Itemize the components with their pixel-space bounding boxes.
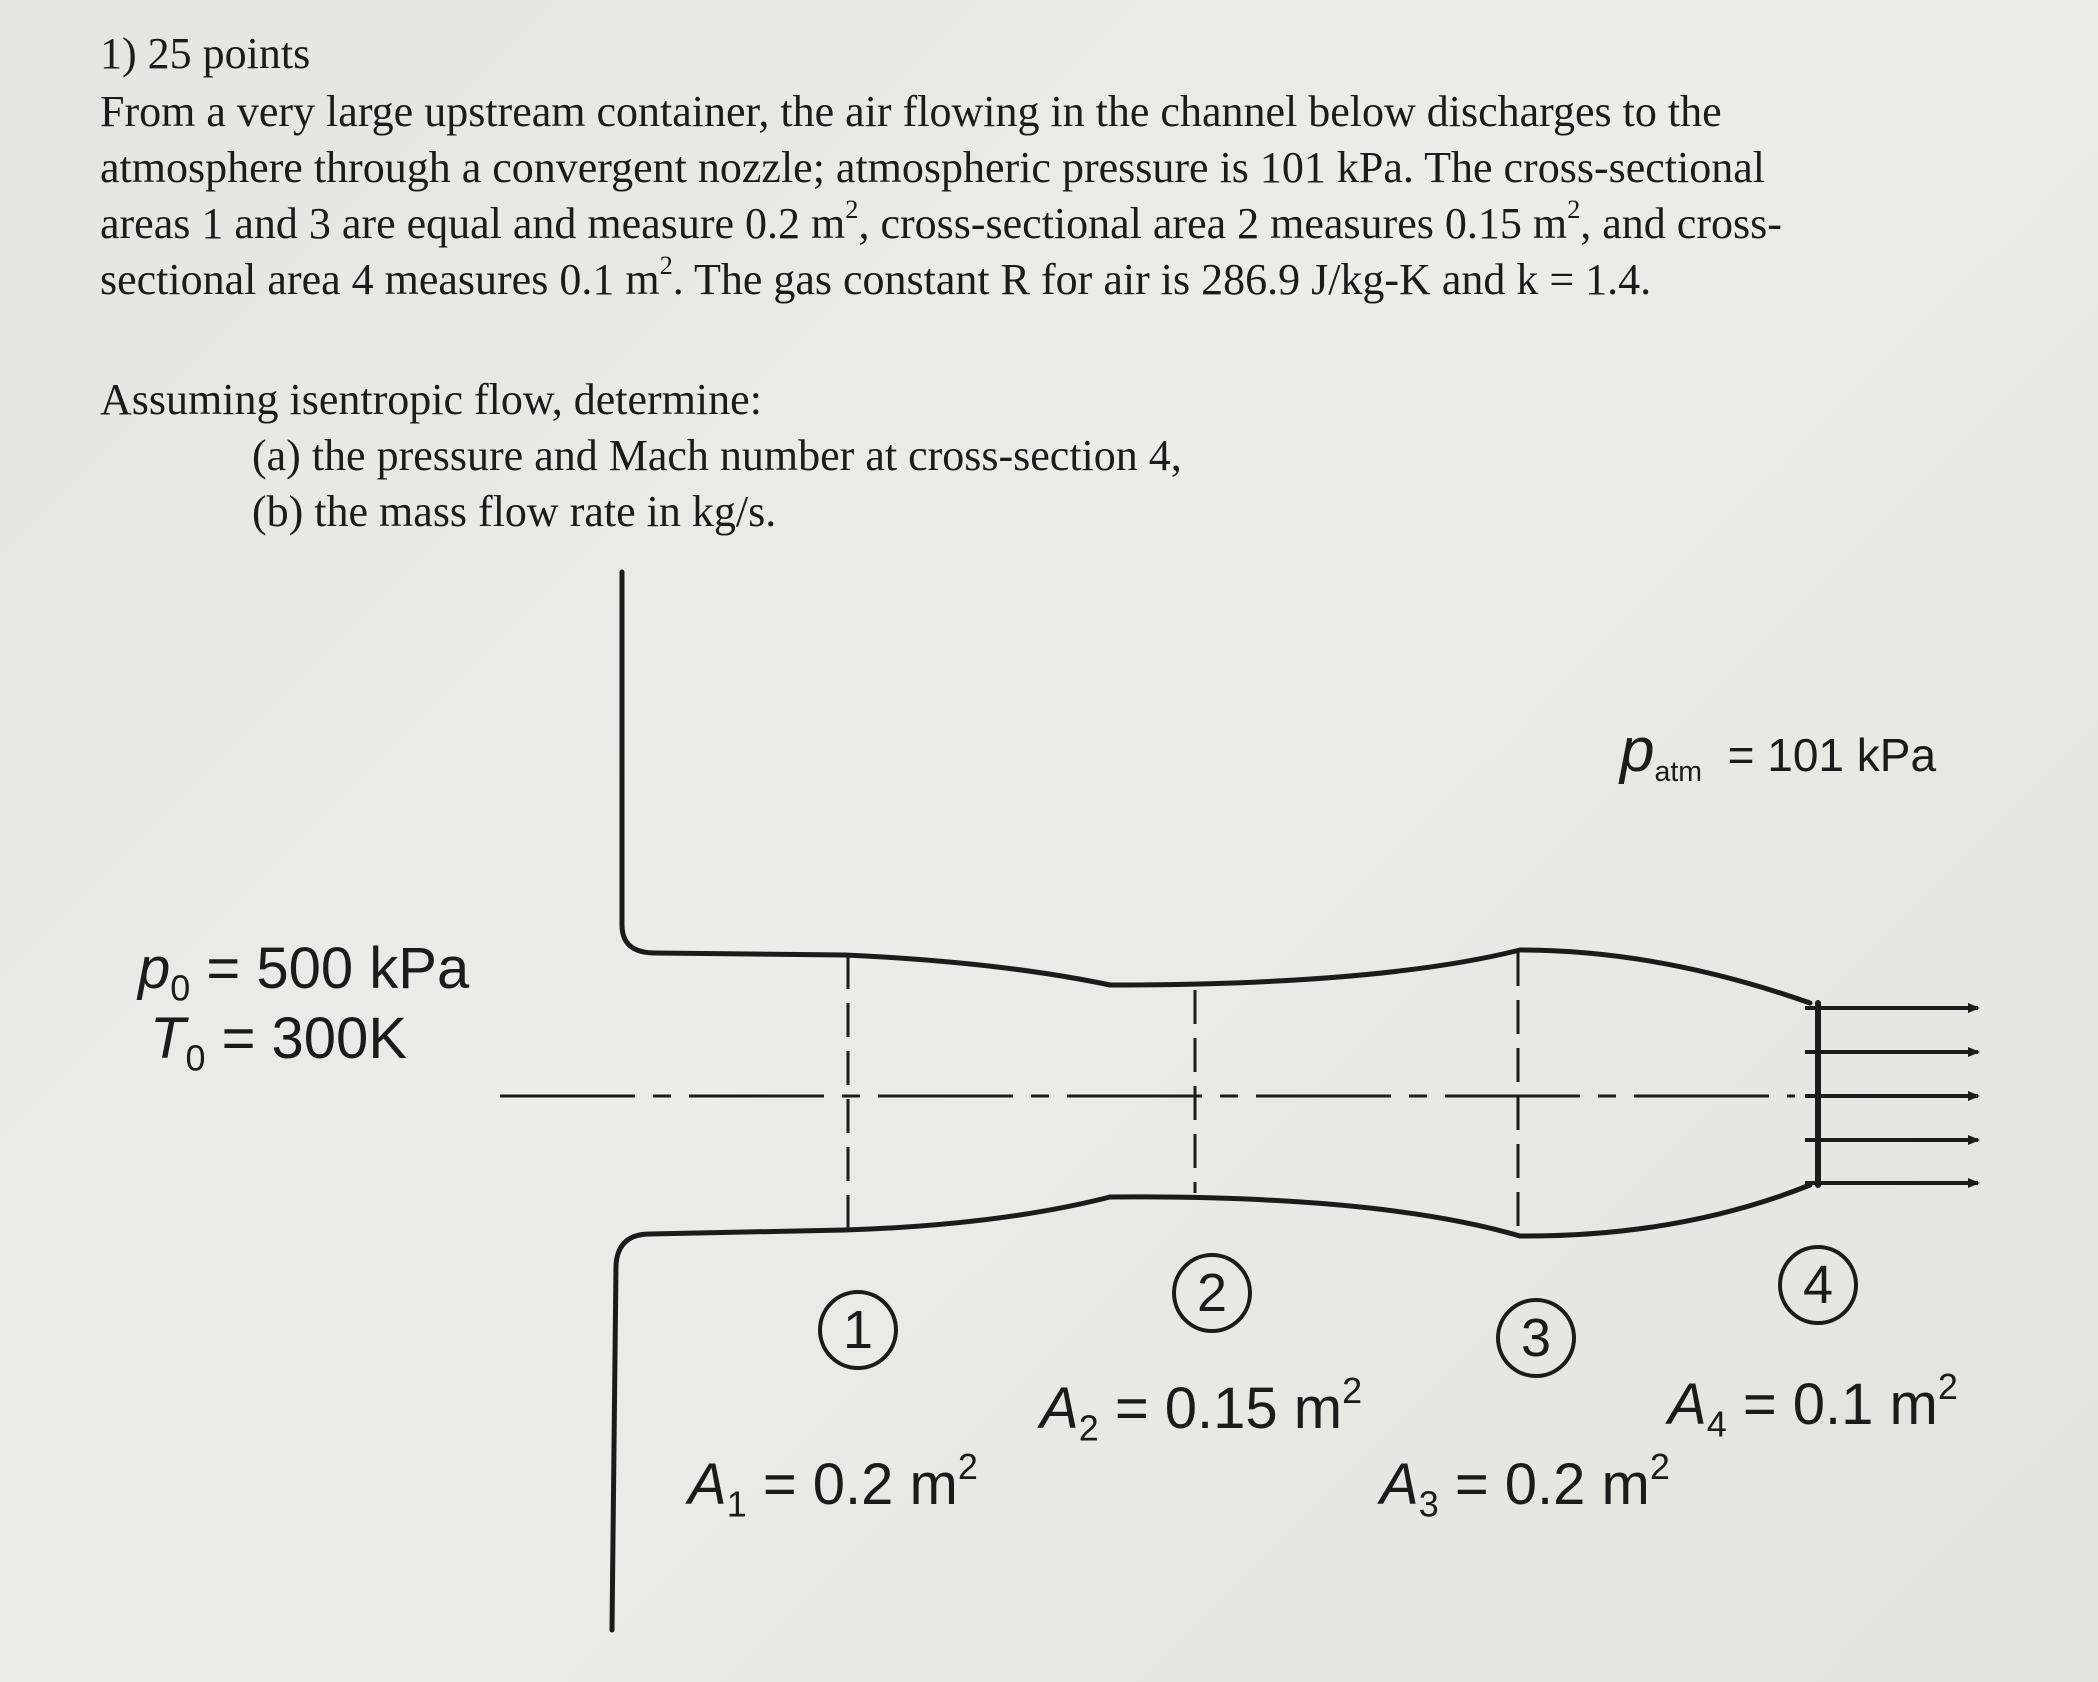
problem-line-3: areas 1 and 3 are equal and measure 0.2 $m^2$, cross-sectional area 2 measures 0.15 $m^2$, and cross- [100,194,1782,248]
section-4-marker: 4 [1778,1245,1858,1325]
container-upper-wall [622,572,1810,1003]
section-3-marker: 3 [1496,1298,1576,1378]
area-4-label: $A_4 = 0.1$ $m^2$ [1668,1365,1958,1445]
problem-line-2: atmosphere through a convergent nozzle; atmospheric pressure is 101 kPa. The cross-sectional [100,143,1765,192]
section-1-marker: 1 [818,1290,898,1370]
stagnation-temperature-label: $T_0 = 300K$ [150,1006,408,1079]
problem-part-b: (b) the mass flow rate in kg/s. [252,487,777,536]
problem-part-a: (a) the pressure and Mach number at cross-section 4, [252,431,1182,480]
section-2-marker: 2 [1172,1253,1252,1333]
area-2-label: $A_2 = 0.15$ $m^2$ [1040,1369,1363,1449]
stagnation-pressure-label: $p_0 = 500$ kPa [138,936,470,1009]
problem-header: 1) 25 points [100,29,311,78]
atmospheric-pressure-label: $p_{atm} = 101$ kPa [1620,716,1937,788]
problem-line-1: From a very large upstream container, the air flowing in the channel below discharges to the [100,87,1722,136]
area-3-label: $A_3 = 0.2$ $m^2$ [1380,1445,1670,1525]
problem-line-4: sectional area 4 measures 0.1 $m^2$. The gas constant R for air is 286.9 J/kg-K and k = 1.4. [100,250,1652,304]
problem-prompt: Assuming isentropic flow, determine: [100,375,762,424]
area-1-label: $A_1 = 0.2$ $m^2$ [688,1445,978,1525]
